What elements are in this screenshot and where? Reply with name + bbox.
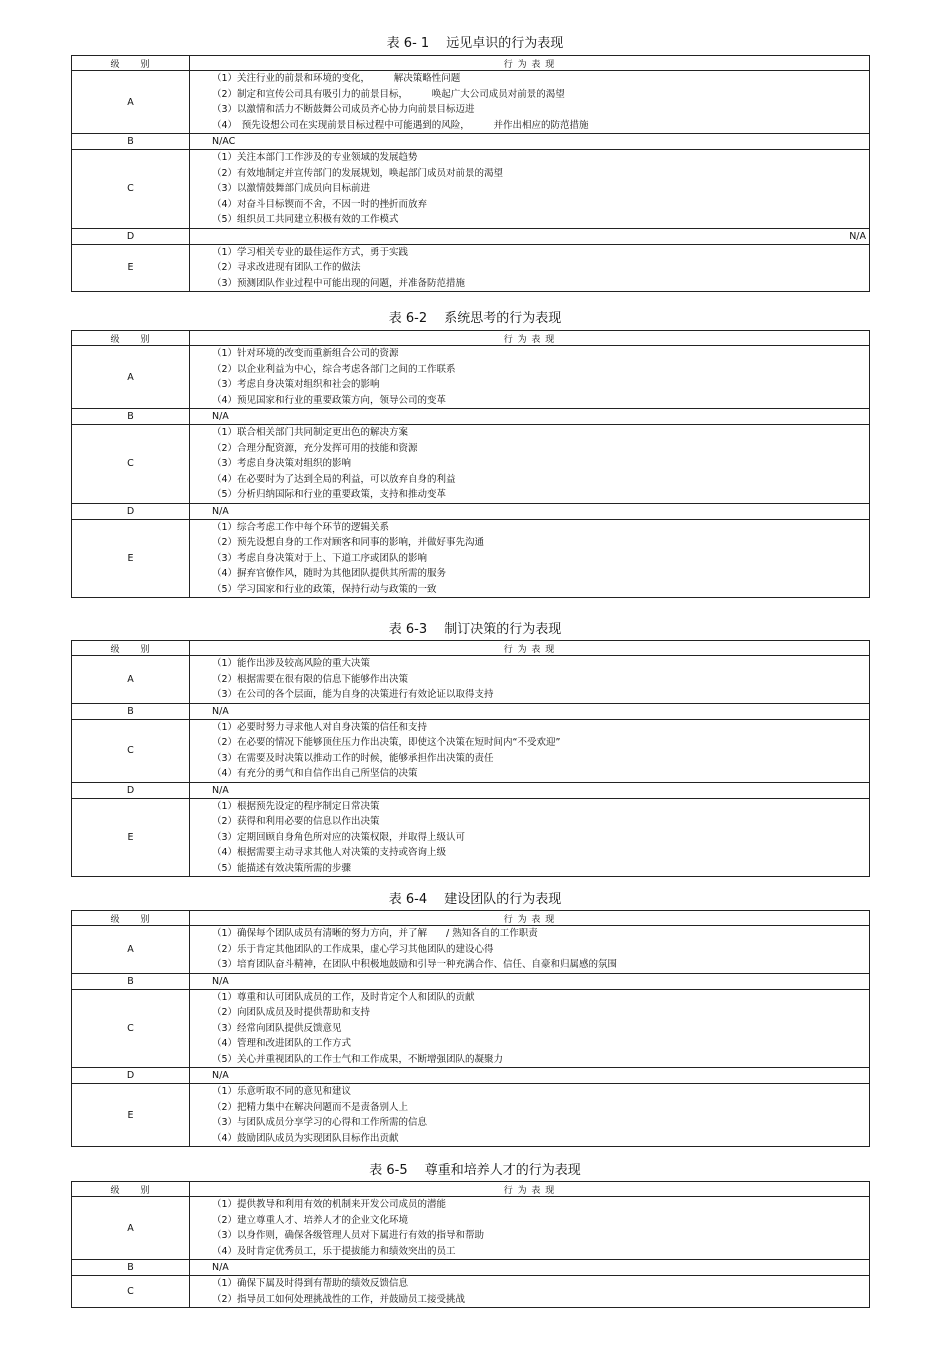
behaviors-c bbox=[190, 989, 870, 1068]
behavior-item: （3）考虑自身决策对组织和社会的影响 bbox=[212, 379, 380, 390]
behavior-item: （2）在必要的情况下能够顶住压力作出决策，即使这个决策在短时间内“不受欢迎” bbox=[212, 737, 561, 748]
behavior-item: （2）根据需要在很有限的信息下能够作出决策 bbox=[212, 673, 409, 685]
behaviors-a bbox=[190, 71, 870, 134]
behavior-item: （4）根据需要主动寻求其他人对决策的支持或咨询上级 bbox=[212, 847, 447, 858]
behavior-item: （4）有充分的勇气和自信作出自己所坚信的决策 bbox=[212, 768, 418, 779]
behavior-item: （2）指导员工如何处理挑战性的工作，并鼓励员工接受挑战 bbox=[212, 1293, 466, 1305]
behaviors-a bbox=[190, 1197, 870, 1260]
behavior-item: （1）必要时努力寻求他人对自身决策的信任和支持 bbox=[212, 721, 428, 733]
behaviors-e bbox=[190, 519, 870, 598]
behavior-item: （1）学习相关专业的最佳运作方式，勇于实践 bbox=[212, 246, 409, 258]
header-level: 级 别 bbox=[72, 911, 190, 926]
behavior-item: （3）以身作则，确保各级管理人员对下属进行有效的指导和帮助 bbox=[212, 1230, 485, 1241]
behavior-item: （5）关心并重视团队的工作士气和工作成果，不断增强团队的凝聚力 bbox=[212, 1053, 504, 1065]
level-a: A bbox=[72, 346, 190, 409]
level-a: A bbox=[72, 656, 190, 704]
behavior-item: （5）分析归纳国际和行业的重要政策，支持和推动变革 bbox=[212, 489, 447, 500]
behavior-item: （1）根据预先设定的程序制定日常决策 bbox=[212, 800, 380, 812]
na-value: N/A bbox=[190, 782, 870, 798]
behavior-item: （3）在需要及时决策以推动工作的时候，能够承担作出决策的责任 bbox=[212, 752, 494, 764]
behaviors-c bbox=[190, 150, 870, 229]
table-6-5-title: 表 6-5 尊重和培养人才的行为表现 bbox=[369, 1163, 581, 1178]
behavior-item: （1）乐意听取不同的意见和建议 bbox=[212, 1086, 352, 1097]
level-b: B bbox=[72, 1260, 190, 1276]
na-value: N/A bbox=[190, 1068, 870, 1084]
behaviors-e bbox=[190, 1084, 870, 1147]
behavior-item: （2）以企业利益为中心，综合考虑各部门之间的工作联系 bbox=[212, 363, 456, 375]
level-c: C bbox=[72, 719, 190, 782]
behavior-item: （5）组织员工共同建立积极有效的工作模式 bbox=[212, 214, 399, 225]
level-d: D bbox=[72, 503, 190, 519]
header-level: 级 别 bbox=[72, 1182, 190, 1197]
level-e: E bbox=[72, 244, 190, 292]
behavior-item: （4）鼓励团队成员为实现团队目标作出贡献 bbox=[212, 1132, 399, 1144]
behavior-item: （2）乐于肯定其他团队的工作成果，虚心学习其他团队的建设心得 bbox=[212, 943, 494, 955]
level-b: B bbox=[72, 973, 190, 989]
behavior-item: （1）尊重和认可团队成员的工作，及时肯定个人和团队的贡献 bbox=[212, 991, 475, 1003]
behavior-item: （4）在必要时为了达到全局的利益，可以放弃自身的利益 bbox=[212, 473, 456, 485]
table-6-2-title: 表 6-2 系统思考的行为表现 bbox=[388, 311, 562, 326]
header-level: 级 别 bbox=[72, 331, 190, 346]
behavior-item: （4）预见国家和行业的重要政策方向，领导公司的变革 bbox=[212, 394, 447, 406]
level-c: C bbox=[72, 425, 190, 504]
level-c: C bbox=[72, 989, 190, 1068]
behavior-item: （3）定期回顾自身角色所对应的决策权限，并取得上级认可 bbox=[212, 831, 466, 843]
behavior-item: （3）以激情和活力不断鼓舞公司成员齐心协力向前景目标迈进 bbox=[212, 104, 475, 115]
level-e: E bbox=[72, 798, 190, 877]
behavior-item: （5）学习国家和行业的政策，保持行动与政策的一致 bbox=[212, 583, 437, 595]
behaviors-c bbox=[190, 1276, 870, 1308]
behavior-item: （1）确保每个团队成员有清晰的努力方向，并了解 / 熟知各自的工作职责 bbox=[212, 928, 538, 939]
table-6-5 bbox=[71, 1181, 870, 1308]
behavior-item: （4）摒弃官僚作风，随时为其他团队提供其所需的服务 bbox=[212, 568, 447, 579]
level-d: D bbox=[72, 782, 190, 798]
na-value: N/AC bbox=[190, 134, 870, 150]
behavior-item: （1）能作出涉及较高风险的重大决策 bbox=[212, 658, 371, 669]
level-a: A bbox=[72, 926, 190, 974]
behavior-item: （3）考虑自身决策对组织的影响 bbox=[212, 458, 352, 469]
behavior-item: （2）寻求改进现有团队工作的做法 bbox=[212, 262, 361, 273]
na-value: N/A bbox=[190, 703, 870, 719]
behaviors-e bbox=[190, 244, 870, 292]
behavior-item: （4）对奋斗目标锲而不舍，不因一时的挫折而放弃 bbox=[212, 198, 428, 210]
level-d: D bbox=[72, 1068, 190, 1084]
behaviors-c bbox=[190, 719, 870, 782]
level-c: C bbox=[72, 150, 190, 229]
na-value: N/A bbox=[190, 1260, 870, 1276]
level-d: D bbox=[72, 228, 190, 244]
header-behavior: 行 为 表 现 bbox=[190, 56, 870, 71]
behavior-item: （3）预测团队作业过程中可能出现的问题，并准备防范措施 bbox=[212, 277, 466, 289]
behavior-item: （1）关注本部门工作涉及的专业领域的发展趋势 bbox=[212, 152, 418, 163]
na-value: N/A bbox=[190, 228, 870, 244]
table-6-3 bbox=[71, 640, 870, 877]
header-behavior: 行 为 表 现 bbox=[190, 1182, 870, 1197]
table-6-4 bbox=[71, 910, 870, 1147]
behavior-item: （1）联合相关部门共同制定更出色的解决方案 bbox=[212, 427, 409, 438]
table-6-4-title: 表 6-4 建设团队的行为表现 bbox=[388, 892, 562, 907]
behavior-item: （2）获得和利用必要的信息以作出决策 bbox=[212, 816, 380, 827]
level-a: A bbox=[72, 71, 190, 134]
behavior-item: （1）提供教导和利用有效的机制来开发公司成员的潜能 bbox=[212, 1199, 447, 1210]
level-c: C bbox=[72, 1276, 190, 1308]
table-6-2 bbox=[71, 330, 870, 598]
table-6-3-title: 表 6-3 制订决策的行为表现 bbox=[388, 622, 562, 637]
level-b: B bbox=[72, 703, 190, 719]
table-6-1 bbox=[71, 55, 870, 292]
na-value: N/A bbox=[190, 973, 870, 989]
behavior-item: （2）合理分配资源，充分发挥可用的技能和资源 bbox=[212, 442, 418, 454]
level-e: E bbox=[72, 519, 190, 598]
behavior-item: （2）预先设想自身的工作对顾客和同事的影响，并做好事先沟通 bbox=[212, 537, 485, 548]
behaviors-a bbox=[190, 926, 870, 974]
behaviors-a bbox=[190, 656, 870, 704]
behavior-item: （3）考虑自身决策对于上、下道工序或团队的影响 bbox=[212, 552, 428, 564]
behavior-item: （1）针对环境的改变而重新组合公司的资源 bbox=[212, 348, 399, 359]
behaviors-c bbox=[190, 425, 870, 504]
level-a: A bbox=[72, 1197, 190, 1260]
behavior-item: （5）能描述有效决策所需的步骤 bbox=[212, 862, 352, 874]
behaviors-a bbox=[190, 346, 870, 409]
behavior-item: （4）管理和改进团队的工作方式 bbox=[212, 1038, 352, 1049]
behavior-item: （3）与团队成员分享学习的心得和工作所需的信息 bbox=[212, 1117, 428, 1128]
header-behavior: 行 为 表 现 bbox=[190, 331, 870, 346]
level-b: B bbox=[72, 134, 190, 150]
behavior-item: （3）在公司的各个层面，能为自身的决策进行有效论证以取得支持 bbox=[212, 689, 494, 700]
behavior-item: （1）关注行业的前景和环境的变化， 解决策略性问题 bbox=[212, 73, 461, 84]
behavior-item: （4）及时肯定优秀员工，乐于提拔能力和绩效突出的员工 bbox=[212, 1245, 456, 1257]
behavior-item: （3）培育团队奋斗精神，在团队中积极地鼓励和引导一种充满合作、信任、自豪和归属感的氛围 bbox=[212, 959, 618, 970]
behavior-item: （3）经常向团队提供反馈意见 bbox=[212, 1022, 342, 1034]
level-e: E bbox=[72, 1084, 190, 1147]
behavior-item: （2）向团队成员及时提供帮助和支持 bbox=[212, 1007, 371, 1018]
na-value: N/A bbox=[190, 409, 870, 425]
behavior-item: （2）制定和宣传公司具有吸引力的前景目标， 唤起广大公司成员对前景的渴望 bbox=[212, 88, 565, 100]
header-behavior: 行 为 表 现 bbox=[190, 641, 870, 656]
behavior-item: （1）综合考虑工作中每个环节的逻辑关系 bbox=[212, 521, 390, 533]
behaviors-e bbox=[190, 798, 870, 877]
behavior-item: （2）建立尊重人才、培养人才的企业文化环境 bbox=[212, 1214, 409, 1226]
level-b: B bbox=[72, 409, 190, 425]
behavior-item: （3）以激情鼓舞部门成员向目标前进 bbox=[212, 183, 371, 194]
behavior-item: （1）确保下属及时得到有帮助的绩效反馈信息 bbox=[212, 1278, 409, 1289]
na-value: N/A bbox=[190, 503, 870, 519]
table-6-1-title: 表 6- 1 远见卓识的行为表现 bbox=[386, 36, 564, 51]
header-behavior: 行 为 表 现 bbox=[190, 911, 870, 926]
header-level: 级 别 bbox=[72, 641, 190, 656]
behavior-item: （4） 预先设想公司在实现前景目标过程中可能遇到的风险， 并作出相应的防范措施 bbox=[212, 119, 589, 131]
behavior-item: （2）有效地制定并宣传部门的发展规划，唤起部门成员对前景的渴望 bbox=[212, 167, 504, 179]
header-level: 级 别 bbox=[72, 56, 190, 71]
behavior-item: （2）把精力集中在解决问题而不是责备别人上 bbox=[212, 1101, 409, 1113]
